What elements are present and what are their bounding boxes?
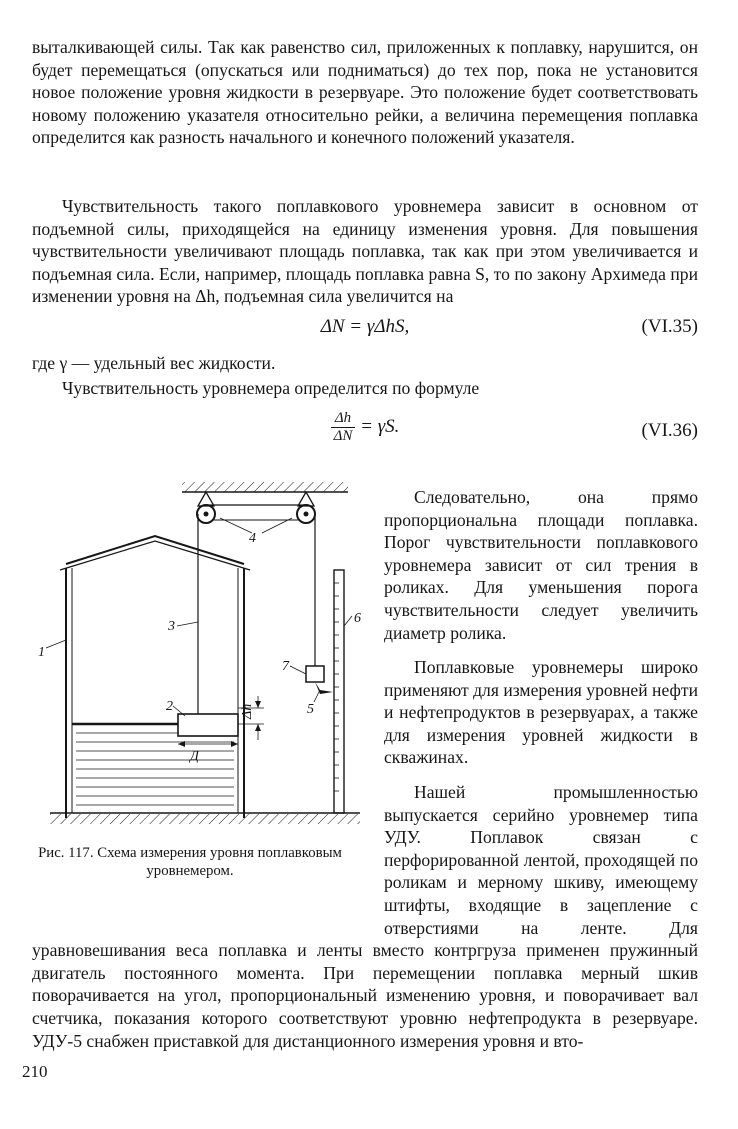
- paragraph-sensitivity: Чувствительность такого поплавкового уровнемера зависит в основном от подъемной силы, приходящейся на единицу изменения уровня. Для повышения чувствительности увеличивают площадь поплавка, так как при этом увеличивается и подъемная сила. Если, например, площадь поплавка равна S, то по закону Архимеда при изменении уровня на Δh, подъемная сила увеличится на: [32, 196, 698, 307]
- formula-vi-36-number: (VI.36): [641, 420, 698, 441]
- fraction-numerator: Δh: [331, 410, 356, 428]
- paragraph-continuation: выталкивающей силы. Так как равенство сил, приложенных к поплавку, нарушится, он будет перемещаться (опускаться или подниматься) до тех пор, пока не установится новое положение уровня жидкости в резервуаре. Это положение будет соответствовать новому положению указателя относительно рейки, а величина перемещения поплавка определится как разность начального и конечного положений указателя.: [32, 37, 698, 148]
- scale-rod: [334, 570, 344, 813]
- paragraph-udu-wrapper: [32, 781, 698, 1061]
- pulley-mount-right: [298, 492, 314, 506]
- label-3: 3: [168, 619, 175, 634]
- paragraph-gamma-definition: где γ — удельный вес жидкости.: [32, 353, 276, 373]
- float: [178, 714, 238, 736]
- label-7: 7: [282, 659, 289, 674]
- label-4: 4: [249, 531, 256, 546]
- label-1: 1: [38, 645, 45, 660]
- formula-vi-35-number: (VI.35): [641, 316, 698, 337]
- formula-vi-36-expression: [32, 410, 698, 445]
- ceiling-hatching: [182, 482, 348, 492]
- formula-vi-35: [32, 316, 698, 346]
- paragraph-udu-text: Нашей промышленностью выпускается серийно уровнемер типа УДУ. Поплавок связан с перфорированной лентой, проходящей по роликам и мерному шкиву, имеющему штифты, входящие в зацепление с отверстиями на ленте. Для уравновешивания веса поплавка и ленты вместо контргруза применен пружинный двигатель постоянного момента. При перемещении поплавка мерный шкив поворачивается на угол, пропорциональный изменению уровня, и поворачивает вал счетчика, показания которого соответствуют уровню нефтепродукта в резервуаре. УДУ-5 снабжен приставкой для дистанционного измерения уровня и вто-: [32, 782, 698, 1051]
- label-2: 2: [166, 699, 173, 714]
- figure-caption: Рис. 117. Схема измерения уровня поплавковым уровнемером.: [38, 845, 342, 879]
- page-number: 210: [22, 1062, 48, 1081]
- scale-ticks: [334, 583, 339, 791]
- label-5: 5: [307, 702, 314, 717]
- formula-vi-36-fraction: [331, 410, 356, 445]
- pointer-arrow: [315, 682, 333, 694]
- label-d: Д: [190, 749, 199, 764]
- paragraph-udu: [32, 781, 698, 1052]
- figure-wrap-spacer: [32, 781, 384, 917]
- counterweight: [306, 666, 324, 682]
- formula-vi-35-expression: ΔN = γΔhS,: [320, 316, 410, 337]
- formula-vi-36: [32, 410, 698, 454]
- paragraph-applications: Поплавковые уровнемеры широко применяют для измерения уровней нефти и нефтепродуктов в резервуарах, а также для измерения уровней жидкости в скважинах.: [384, 657, 698, 768]
- label-6: 6: [354, 611, 361, 626]
- pulley-mount-left: [198, 492, 214, 506]
- fraction-denominator: ΔN: [333, 428, 353, 444]
- formula-vi-36-rhs: = γS.: [360, 415, 400, 437]
- label-delta-h: Δh: [240, 703, 255, 719]
- paragraph-proportional: Следовательно, она прямо пропорциональна площади поплавка. Порог чувствительности поплавкового уровнемера зависит от сил трения в роликах. Для уменьшения порога чувствительности следует увеличить диаметр ролика.: [384, 487, 698, 643]
- paragraph-formula-intro: Чувствительность уровнемера определится по формуле: [62, 378, 480, 398]
